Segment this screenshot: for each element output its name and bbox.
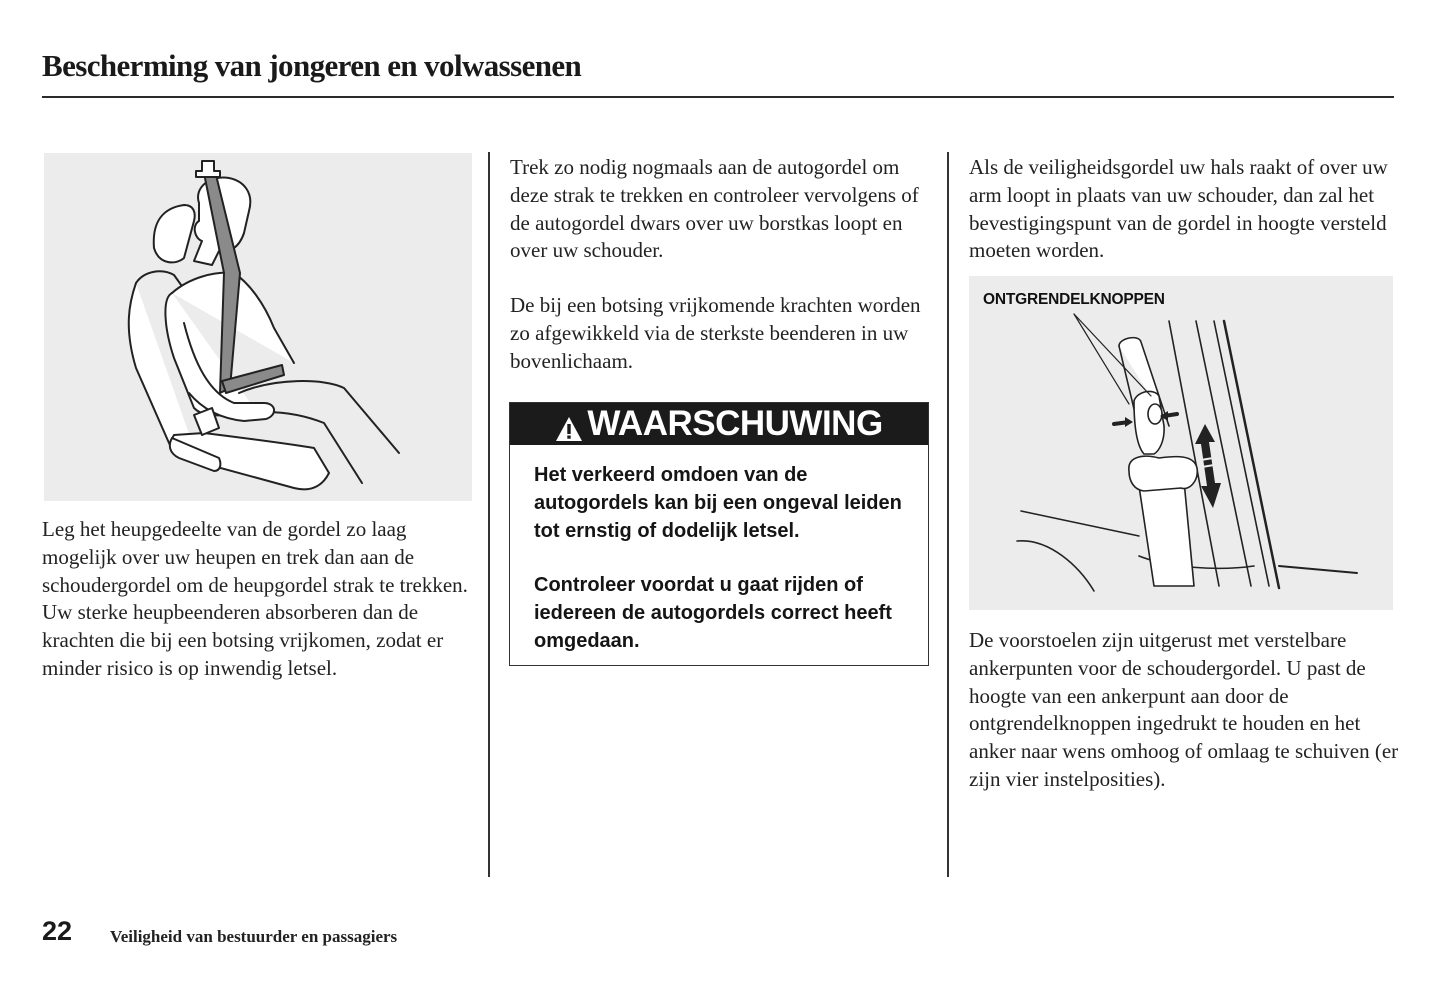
body-paragraph: De voorstoelen zijn uitgerust met verstelbare ankerpunten voor de schoudergordel. U past de hoogte van een ankerpunt aan door de ontgrendelknoppen ingedrukt te houden en het anker naar wens omhoog of omlaag te schuiven (er zijn vier instelposities).	[969, 628, 1399, 791]
column-divider	[947, 152, 949, 877]
title-divider	[42, 96, 1394, 98]
release-buttons-label: ONTGRENDELKNOPPEN	[983, 291, 1165, 308]
body-paragraph: Als de veiligheidsgordel uw hals raakt of over uw arm loopt in plaats van uw schouder, dan zal het bevestigingspunt van de gordel in hoogte versteld moeten worden.	[969, 155, 1388, 263]
footer-section-title: Veiligheid van bestuurder en passagiers	[110, 927, 398, 946]
body-paragraph: Leg het heupgedeelte van de gordel zo laag mogelijk over uw heupen en trek dan aan de schoudergordel om de heupgordel strak te trekken. Uw sterke heupbeenderen absorberen dan de krachten die bij een botsing vrijkomen, zodat er minder risico is op inwendig letsel.	[42, 517, 468, 680]
warning-paragraph: Het verkeerd omdoen van de autogordels kan bij een ongeval leiden tot ernstig of dodelijk letsel.	[534, 464, 902, 542]
shoulder-anchor-adjuster-illustration	[969, 276, 1393, 610]
body-paragraph: Trek zo nodig nogmaals aan de autogordel om deze strak te trekken en controleer vervolgens of de autogordel dwars over uw borstkas loopt en over uw schouder.	[510, 155, 919, 263]
warning-paragraph: Controleer voordat u gaat rijden of iedereen de autogordels correct heeft omgedaan.	[534, 574, 892, 652]
warning-triangle-icon	[555, 411, 583, 437]
warning-box	[509, 402, 929, 666]
warning-title: WAARSCHUWING	[587, 404, 883, 443]
seated-person-seatbelt-illustration	[44, 153, 472, 501]
warning-header	[510, 403, 928, 445]
column-divider	[488, 152, 490, 877]
body-paragraph: De bij een botsing vrijkomende krachten worden zo afgewikkeld via de sterkste beenderen in uw bovenlichaam.	[510, 293, 921, 373]
page-title: Bescherming van jongeren en volwassenen	[42, 48, 582, 83]
page-number: 22	[42, 916, 73, 946]
